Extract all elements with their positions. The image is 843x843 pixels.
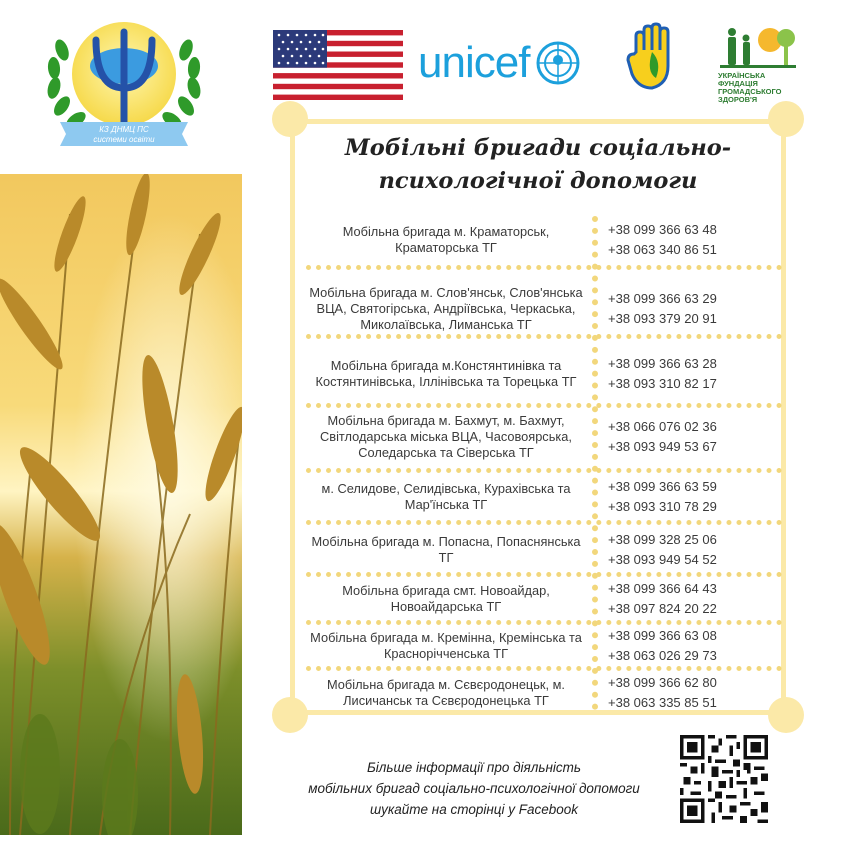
brigade-name: Мобільна бригада м. Попасна, Попаснянська ТГ <box>311 534 581 565</box>
brigade-row <box>306 672 782 714</box>
family-sun-icon <box>718 24 798 70</box>
row-divider <box>306 666 782 671</box>
brigade-name: м. Селидове, Селидівська, Курахівська та Мар'їнська ТГ <box>321 481 571 512</box>
unicef-emblem-icon <box>535 40 581 86</box>
brigade-phone[interactable]: +38 093 310 78 29 <box>608 499 717 514</box>
footer-line3[interactable]: шукайте на сторінці у Facebook <box>369 802 579 817</box>
brigade-phone[interactable]: +38 063 335 85 51 <box>608 695 717 710</box>
row-divider <box>306 334 782 339</box>
brigade-phone[interactable]: +38 099 366 62 80 <box>608 675 717 690</box>
brigade-phone[interactable]: +38 097 824 20 22 <box>608 601 717 616</box>
brigade-phones <box>586 343 782 405</box>
brigade-row <box>306 529 782 571</box>
brigade-phone[interactable]: +38 093 949 53 67 <box>608 439 717 454</box>
brigade-phone[interactable]: +38 099 366 63 08 <box>608 628 717 643</box>
row-divider <box>306 572 782 577</box>
wheat-field-photo <box>0 174 242 835</box>
page-title <box>300 132 776 198</box>
brigade-row <box>306 578 782 620</box>
usa-flag <box>273 30 403 100</box>
brigade-name: Мобільна бригада смт. Новоайдар, Новоайдарська ТГ <box>342 583 550 614</box>
unicef-logo <box>418 38 581 88</box>
brigade-phone[interactable]: +38 063 340 86 51 <box>608 242 717 257</box>
brigade-phone[interactable]: +38 099 366 63 59 <box>608 479 717 494</box>
brigade-phone[interactable]: +38 093 310 82 17 <box>608 376 717 391</box>
brigade-phone[interactable]: +38 099 366 63 29 <box>608 291 717 306</box>
brigade-name: Мобільна бригада м.Констянтинівка та Костянтинівська, Іллінівська та Торецька ТГ <box>315 358 577 389</box>
brigade-name: Мобільна бригада м. Бахмут, м. Бахмут, Світлодарська міська ВЦА, Часовоярська, Соледарська та Сіверська ТГ <box>320 413 572 460</box>
brigade-name: Мобільна бригада м. Слов'янськ, Слов'янська ВЦА, Святогірська, Андріївська, Черкаська, Миколаївська, Лиманська ТГ <box>309 285 583 332</box>
brigade-phone[interactable]: +38 093 949 54 52 <box>608 552 717 567</box>
row-divider <box>306 403 782 408</box>
footer-line2: мобільних бригад соціально-психологічної допомоги <box>308 781 640 796</box>
brigade-phone[interactable]: +38 066 076 02 36 <box>608 419 717 434</box>
brigade-phone[interactable]: +38 099 328 25 06 <box>608 532 717 547</box>
brigade-phones <box>586 529 782 571</box>
brigade-phones <box>586 216 782 264</box>
qr-code-icon <box>680 735 768 823</box>
brigade-phone[interactable]: +38 099 366 64 43 <box>608 581 717 596</box>
brigade-name: Мобільна бригада м. Краматорськ, Краматорська ТГ <box>342 224 550 255</box>
logo-ribbon-line2: системи освіти <box>93 135 155 144</box>
footer-info <box>268 757 680 820</box>
brigade-phone[interactable]: +38 063 026 29 73 <box>608 648 717 663</box>
logo-ribbon-line1: КЗ ДНМЦ ПС <box>99 125 149 134</box>
brigade-phones <box>586 578 782 620</box>
brigade-phone[interactable]: +38 093 379 20 91 <box>608 311 717 326</box>
brigade-phone[interactable]: +38 099 366 63 48 <box>608 222 717 237</box>
row-divider <box>306 520 782 525</box>
brigade-row <box>306 216 782 264</box>
title-line1: Мобільні бригади соціально- <box>344 135 732 161</box>
brigade-name: Мобільна бригада м. Сєвєродонецьк, м. Лисичанськ та Сєвєродонецька ТГ <box>327 677 565 708</box>
brigade-row <box>306 343 782 405</box>
title-line2: психологічної допомоги <box>378 168 698 194</box>
brigade-name: Мобільна бригада м. Кремінна, Кремінська та Краснорічченська ТГ <box>310 630 582 661</box>
row-divider <box>306 265 782 270</box>
brigade-row <box>306 625 782 667</box>
brigade-phones <box>586 409 782 465</box>
brigade-phones <box>586 672 782 714</box>
frame-corner-dot <box>272 697 308 733</box>
brigade-phones <box>586 625 782 667</box>
organization-logo <box>24 10 224 158</box>
brigade-phones <box>586 476 782 518</box>
footer-line1: Більше інформації про діяльність <box>366 760 582 775</box>
row-divider <box>306 468 782 473</box>
foundation-name: УКРАЇНСЬКА ФУНДАЦІЯ ГРОМАДСЬКОГО ЗДОРОВ'Я <box>718 71 782 104</box>
brigade-phone[interactable]: +38 099 366 63 28 <box>608 356 717 371</box>
qr-code[interactable] <box>680 735 768 823</box>
unicef-wordmark: unicef <box>418 38 530 87</box>
ukraine-hand-icon <box>626 22 678 92</box>
brigade-row <box>306 409 782 465</box>
laurel-psi-emblem <box>24 10 224 158</box>
ukrainian-public-health-foundation-logo <box>718 24 802 104</box>
brigade-row <box>306 476 782 518</box>
